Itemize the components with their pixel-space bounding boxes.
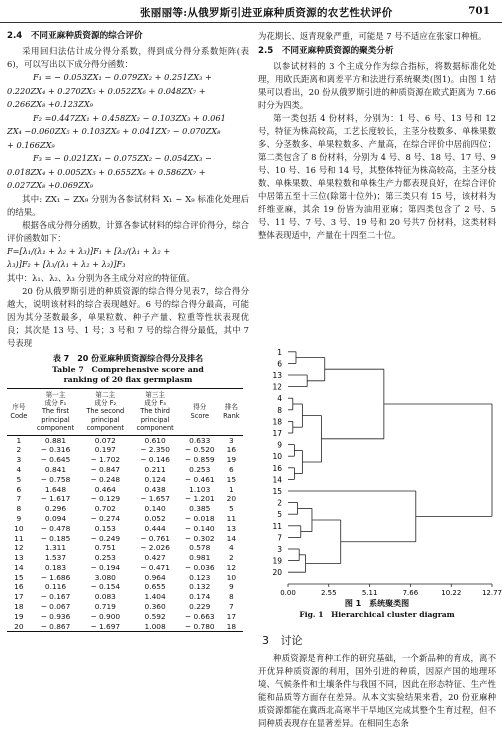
table-cell: 4	[229, 543, 234, 553]
leaf-label: 18	[272, 417, 282, 427]
formula-line: F₃ = − 0.021ZX₁ − 0.075ZX₂ − 0.054ZX₃ −	[33, 153, 212, 163]
table-cell: 3	[229, 435, 234, 445]
column-header	[130, 388, 179, 435]
table-cell: 7	[16, 494, 22, 504]
column-header	[7, 388, 31, 435]
table-cell: 0.123	[189, 572, 211, 582]
formula-line: 0.027ZX₈ +0.069ZX₉	[7, 180, 93, 190]
column-header-line: component	[86, 424, 124, 433]
table-cell: 0.444	[144, 523, 166, 533]
table-cell: − 0.936	[40, 611, 71, 621]
left-column	[7, 30, 249, 632]
column-header-line: 排名	[224, 403, 238, 412]
table-cell: 15	[226, 474, 237, 484]
table-cell: 17	[14, 592, 24, 602]
x-tick-label: 2.55	[320, 589, 337, 597]
table-cell: 15	[14, 572, 24, 582]
table-cell: − 1.201	[184, 494, 215, 504]
column-header-line: 得分	[193, 403, 207, 412]
leaf-label: 11	[272, 521, 282, 531]
table-cell: − 0.036	[184, 562, 215, 572]
table-row	[7, 543, 243, 553]
x-tick-label: 12.77	[481, 589, 502, 597]
table-row	[7, 494, 243, 504]
table-cell: − 0.663	[184, 611, 215, 621]
leaf-label: 20	[272, 568, 282, 578]
table-cell: 0.385	[189, 504, 211, 514]
table-cell: 11	[14, 533, 24, 543]
table-cell: − 0.859	[184, 455, 215, 465]
table-cell: − 1.617	[40, 494, 71, 504]
table-cell: 1	[16, 435, 22, 445]
column-header-line: Score	[190, 411, 209, 420]
leaf-label: 1	[277, 347, 282, 357]
formula-line: 0.220ZX₄ + 0.270ZX₅ + 0.052ZX₆ + 0.048ZX₇ +	[7, 85, 206, 96]
table-cell: 7	[229, 602, 234, 612]
table-cell: 0.124	[144, 474, 166, 484]
table-cell: − 0.154	[90, 582, 121, 592]
table-cell: − 2.026	[140, 543, 170, 553]
table-cell: 10	[226, 572, 237, 582]
table-cell: − 0.067	[40, 602, 71, 612]
table-cell: − 0.249	[90, 533, 121, 543]
section-2-5-heading: 2.5 不同亚麻种质资源的聚类分析	[258, 46, 394, 56]
table-cell: − 1.702	[90, 455, 121, 465]
table-cell: 0.253	[189, 464, 211, 474]
table-cell: − 0.248	[90, 474, 121, 484]
leaf-label: 5	[277, 510, 282, 520]
table-cell: 9	[16, 513, 22, 523]
table-cell: 11	[226, 513, 237, 523]
table-cell: 16	[226, 445, 237, 455]
page-number: 701	[468, 5, 490, 17]
table-cell: 14	[226, 533, 237, 543]
table-cell: 0.360	[144, 602, 166, 612]
table-cell: − 0.780	[180, 622, 220, 632]
column-header-line: component	[36, 424, 75, 433]
table-row	[7, 534, 243, 544]
table-cell: 0.578	[189, 543, 211, 553]
table-cell: − 0.140	[184, 523, 215, 533]
cluster-dendrogram	[262, 338, 502, 598]
column-header-line: principal	[91, 415, 120, 424]
table-cell: 8	[16, 504, 22, 514]
table-cell: 1.103	[189, 484, 211, 494]
table-cell: − 1.657	[140, 494, 170, 504]
column-header-line: principal	[41, 415, 70, 424]
section-2-4-heading: 2.4 不同亚麻种质资源的综合评价	[7, 31, 143, 41]
leaf-label: 6	[277, 359, 282, 369]
leaf-label: 16	[272, 463, 282, 473]
table-cell: − 0.867	[31, 622, 80, 632]
table-cell: 3	[16, 455, 22, 465]
table-cell: 0.072	[94, 435, 116, 445]
table-cell: 0.083	[94, 592, 116, 602]
column-header-line: component	[136, 424, 174, 433]
table-cell: − 2.350	[140, 445, 170, 455]
table-row	[7, 622, 243, 632]
leaf-label: 19	[272, 556, 282, 566]
table-row	[7, 612, 243, 622]
formula-line: 0.018ZX₄ + 0.005ZX₅ + 0.655ZX₆ + 0.586ZX₇ +	[7, 166, 206, 177]
table-row	[7, 435, 243, 445]
table-cell: − 0.461	[184, 474, 215, 484]
paragraph: 20 份从俄罗斯引进的种质资源的综合得分见表7，综合得分越大，说明该材料的综合表现越好。6 号的综合得分最高，可能因为其分茎数最多，单果粒数、种子产量、粒重等性状表现优良；其次是 13 号、1 号；3 号和 7 号的综合得分最低，其中 7 号表现	[7, 285, 249, 348]
table-cell: 18	[14, 602, 24, 612]
paragraph: 第一类包括 4 份材料，分别为：1 号、6 号、13 号和 12 号，特征为株高较高，工艺长度较长，主茎分枝数多、单株果数多、分茎数多、单果粒数多、产量高，在综合评价中居前四位；第二类包含了 8 份材料，分别为 4 号、8 号、18 号、17 号、9 号、10 号、16 号和 14 号，其整体特征为株高较高，主茎分枝数、单株果数、单果粒数和单株生产力都表现良好，在综合评价中居第五至十三位(除第十位外)；第三类只有 15 号，该材料为纤维亚麻，其余 19 份皆为油用亚麻；第四类包含了 2 号、5 号、11 号、7 号、3 号、19 号和 20 号共7 份材料，这类材料整体表现适中，产量在十四至二十位。	[258, 113, 496, 240]
formula-composite	[7, 245, 249, 272]
table-cell: 6	[229, 464, 234, 474]
table-cell: − 0.167	[40, 592, 71, 602]
table-row	[7, 573, 243, 583]
column-header-line: Code	[10, 411, 28, 420]
table-cell: 10	[14, 523, 24, 533]
table-cell: 0.964	[144, 572, 166, 582]
right-column	[258, 30, 496, 242]
table-cell: 12	[226, 562, 237, 572]
table-cell: 1.311	[44, 543, 67, 553]
table-cell: − 0.645	[40, 455, 71, 465]
table-cell: 0.592	[144, 611, 166, 621]
table-cell: 0.140	[144, 504, 166, 514]
discussion-column	[258, 652, 496, 730]
formula-line: F=[λ₁/(λ₁ + λ₂ + λ₃)]F₁ + [λ₂/(λ₁ + λ₂ +	[7, 245, 171, 256]
column-header-line: 序号	[12, 403, 26, 412]
table-cell: 0.881	[44, 435, 67, 445]
table-cell: − 0.274	[90, 513, 121, 523]
table-cell: 0.197	[94, 445, 116, 455]
table-cell: 2	[16, 445, 22, 455]
table-cell: 5	[229, 504, 234, 514]
table-caption: 表 7 20 份亚麻种质资源综合得分及排名	[52, 353, 204, 363]
paragraph: 种质资源是育种工作的研究基础，一个新品种的育成，离不开优异种质资源的利用，国外引进的种质，因原产国的地理环境、气候条件和土壤条件与我国不同，因此在形态特征、生产性能和品质等方面存在差异。从本文实验结果来看，20 份亚麻种质资源都能在冀西北高寒半干旱地区完成其整个生育过程，但不同种质表现存在显著差异。在相同生态条	[258, 653, 496, 728]
table-cell: − 0.194	[90, 562, 121, 572]
table-cell: − 0.018	[184, 513, 215, 523]
table-cell: 17	[226, 611, 237, 621]
table-cell: 12	[14, 543, 24, 553]
column-header	[180, 388, 220, 435]
table-row	[7, 504, 243, 514]
page-header	[0, 0, 502, 23]
table-cell: − 0.478	[40, 523, 71, 533]
table-cell: 0.751	[94, 543, 116, 553]
table-cell: 0.253	[94, 553, 116, 563]
column-header	[220, 388, 243, 435]
table-cell: − 0.758	[40, 474, 71, 484]
table-cell: − 0.761	[140, 533, 170, 543]
table-cell: − 0.847	[90, 464, 121, 474]
column-header-line: The first	[41, 407, 70, 416]
formula-line: 0.266ZX₈ +0.123ZX₉	[7, 99, 93, 109]
table-header-row	[7, 388, 243, 435]
table-cell: 0.719	[94, 602, 116, 612]
table-cell: 6	[16, 484, 22, 494]
leaf-label: 12	[272, 382, 282, 392]
table-row	[7, 524, 243, 534]
leaf-label: 2	[277, 498, 282, 508]
table-cell: 0.655	[144, 582, 166, 592]
section-number: 3	[262, 634, 269, 647]
table-cell: − 0.316	[40, 445, 71, 455]
leaf-label: 4	[277, 394, 282, 404]
column-header-line: 成分 F₃	[144, 398, 166, 407]
table-row	[7, 455, 243, 465]
table-row	[7, 582, 243, 592]
paragraph: 以参试材料的 3 个主成分作为综合指标，将数据标准化处理，用欧氏距离和离差平方和法进行系统聚类(图1)。由图 1 结果可以看出，20 份从俄罗斯引进的种质资源在欧式距离为 7.66 时分为四类。	[258, 61, 496, 110]
table-caption-en: ranking of 20 flax germplasm	[63, 374, 193, 384]
leaf-label: 7	[277, 533, 282, 543]
table-row	[7, 553, 243, 563]
table-cell: 0.438	[144, 484, 166, 494]
table-cell: 0.702	[94, 504, 116, 514]
table-cell: 13	[226, 523, 237, 533]
table-row	[7, 592, 243, 602]
table-cell: − 0.129	[90, 494, 121, 504]
column-header-line: The third	[140, 407, 170, 416]
table-cell: 14	[14, 562, 24, 572]
column-header-line: 成分 F₂	[94, 398, 117, 407]
figure-caption: 图 1 系统聚类图	[344, 599, 410, 608]
paragraph: 为花期长、返青现象严重，可能是 7 号不适应在张家口种植。	[258, 31, 487, 41]
column-header-line: principal	[140, 415, 170, 424]
table-cell: 0.841	[44, 464, 67, 474]
table-cell: 0.981	[189, 553, 211, 563]
table-cell: 2	[229, 553, 234, 563]
paragraph: 采用回归法估计成分得分系数，得到成分得分系数矩阵(表6)，可以写出以下成分得分函数：	[7, 46, 249, 69]
table-cell: 0.633	[189, 435, 211, 445]
x-tick-label: 5.11	[361, 589, 378, 597]
column-header	[80, 388, 130, 435]
column-header	[31, 388, 80, 435]
table-cell: 0.610	[144, 435, 166, 445]
section-title: 讨论	[280, 634, 303, 647]
table-cell: 5	[16, 474, 22, 484]
table-cell: − 0.471	[140, 562, 170, 572]
table-cell: 0.094	[44, 513, 67, 523]
table-cell: 9	[229, 582, 234, 592]
table-cell: 0.229	[189, 602, 211, 612]
column-header-line: Rank	[223, 411, 240, 420]
column-header-line: 第二主	[95, 390, 116, 399]
formula-line: + 0.166ZX₉	[7, 139, 55, 150]
table-cell: 0.183	[44, 562, 67, 572]
table-cell: − 1.686	[40, 572, 71, 582]
table-cell: 20	[226, 494, 237, 504]
table-cell: 18	[220, 622, 243, 632]
running-title: 张丽丽等:从俄罗斯引进亚麻种质资源的农艺性状评价	[140, 7, 393, 19]
column-header-line: The second	[86, 407, 125, 416]
table-cell: 0.153	[94, 523, 116, 533]
table-cell: 19	[226, 455, 237, 465]
leaf-label: 14	[272, 475, 282, 485]
section-3-heading	[262, 632, 303, 648]
table-cell: 0.464	[94, 484, 116, 494]
formula-line: ZX₄ −0.060ZX₅ + 0.103ZX₆ + 0.041ZX₇ − 0.070ZX₈	[7, 126, 221, 136]
table-cell: 20	[7, 622, 31, 632]
table-row	[7, 514, 243, 524]
score-table	[7, 388, 243, 633]
x-tick-label: 7.66	[402, 589, 419, 597]
table-cell: 1.537	[44, 553, 67, 563]
table-cell: 0.427	[144, 553, 166, 563]
table-cell: 1.008	[130, 622, 179, 632]
leaf-label: 9	[277, 440, 282, 450]
table-cell: 16	[14, 582, 24, 592]
table-cell: 13	[14, 553, 24, 563]
leaf-label: 10	[272, 452, 282, 462]
table-cell: − 0.302	[184, 533, 215, 543]
leaf-label: 3	[277, 545, 282, 554]
figure-caption-en: Fig. 1 Hierarchical cluster diagram	[299, 610, 455, 619]
table-row	[7, 563, 243, 573]
table-caption-en: Table 7 Comprehensive score and	[52, 364, 204, 374]
x-tick-label: 10.22	[441, 589, 462, 597]
x-tick-label: 0.00	[280, 589, 296, 597]
table-cell: 0.174	[189, 592, 211, 602]
table-cell: 1.648	[44, 484, 67, 494]
table-cell: 0.296	[44, 504, 67, 514]
table-row	[7, 485, 243, 495]
formula-line: λ₃)]F₂ + [λ₃/(λ₁ + λ₂ + λ₃)]F₃	[7, 259, 126, 269]
table-row	[7, 475, 243, 485]
table-cell: 0.211	[144, 464, 166, 474]
table-cell: 8	[229, 592, 234, 602]
paragraph: 其中: ZX₁ ~ ZX₉ 分别为各参试材料 X₁ ~ X₉ 标准化处理后的结果。	[7, 193, 249, 217]
table-cell: 1.404	[144, 592, 166, 602]
formula-line: F₁ = − 0.053ZX₁ − 0.079ZX₂ + 0.251ZX₃ +	[33, 72, 212, 82]
column-header-line: 第三主	[145, 390, 165, 399]
leaf-label: 13	[272, 371, 282, 380]
formula-f1	[7, 71, 249, 193]
table-body	[7, 435, 243, 632]
leaf-label: 15	[272, 487, 282, 496]
formula-line: F₂ =0.447ZX₁ + 0.458ZX₂ − 0.103ZX₃ + 0.061	[33, 112, 226, 123]
leaf-label: 8	[277, 405, 282, 415]
table-row	[7, 602, 243, 612]
table-cell: − 0.185	[40, 533, 71, 543]
table-cell: − 0.146	[140, 455, 170, 465]
paragraph: 根据各成分得分函数，计算各参试材料的综合评价得分，综合评价函数如下：	[7, 219, 249, 243]
leaf-label: 17	[272, 429, 282, 438]
table-cell: − 0.520	[184, 445, 215, 455]
table-cell: 3.080	[94, 572, 116, 582]
column-header-line: 第一主	[45, 390, 66, 399]
table-cell: 1	[229, 484, 234, 494]
table-cell: 0.116	[44, 582, 67, 592]
table-cell: − 0.900	[90, 611, 121, 621]
table-cell: 19	[14, 611, 24, 621]
table-cell: − 1.697	[80, 622, 130, 632]
column-header-line: 成分 F₁	[44, 398, 67, 407]
table-cell: 0.052	[144, 513, 166, 523]
table-cell: 0.132	[189, 582, 211, 592]
paragraph: 其中：λ₁、λ₂、λ₃ 分别为各主成分对应的特征值。	[7, 272, 195, 283]
table-row	[7, 445, 243, 455]
table-row	[7, 465, 243, 475]
table-cell: 4	[16, 464, 22, 474]
